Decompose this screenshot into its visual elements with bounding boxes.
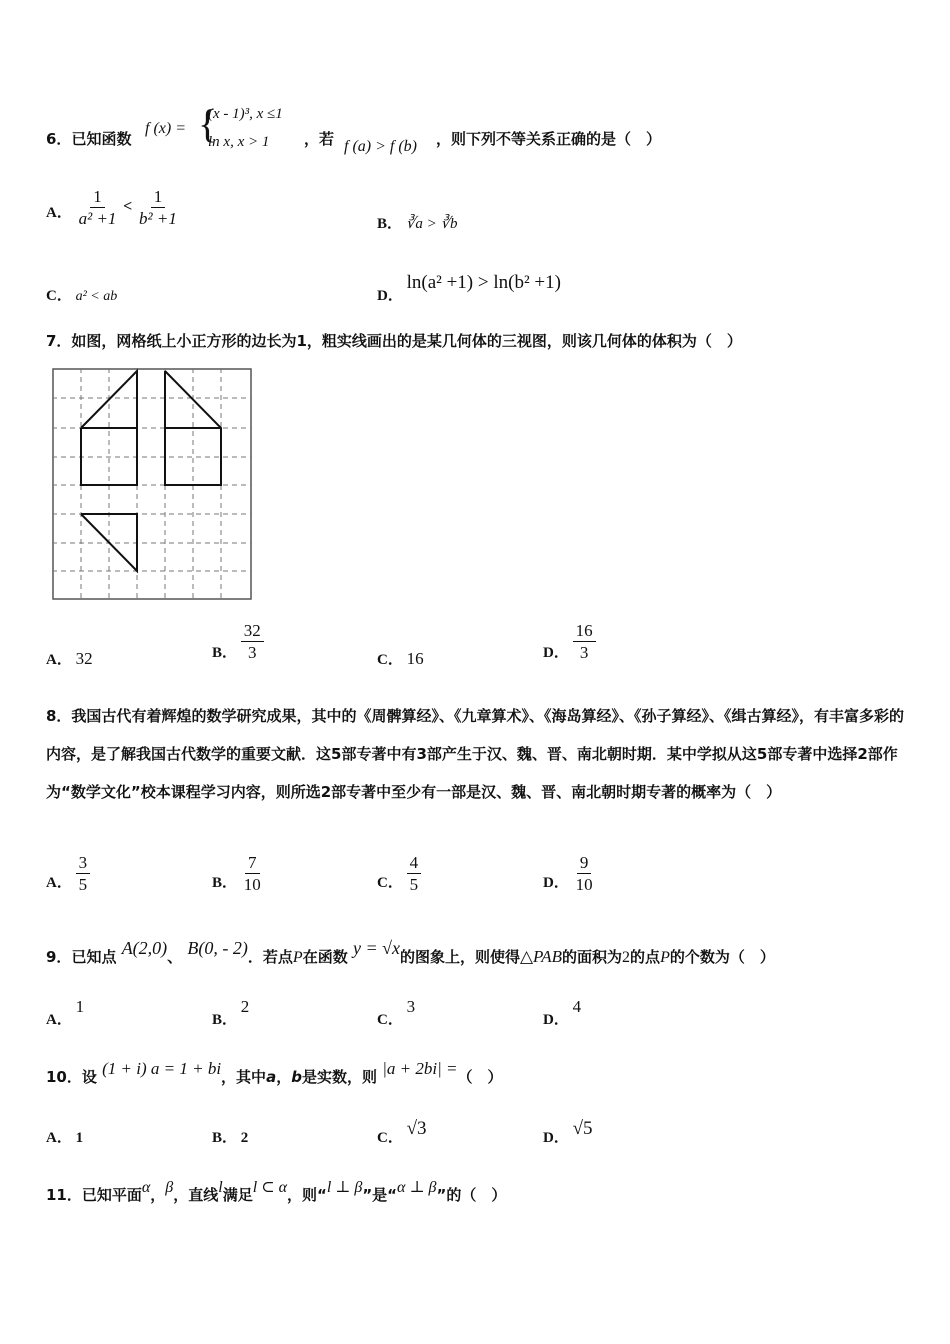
q10-option-b[interactable] [212,1126,248,1147]
q9-option-c[interactable] [377,997,416,1029]
q10-mid: ，其中 [221,1068,267,1086]
q10-option-d-label: D． [543,1130,569,1146]
q10-option-d-value: √5 [572,1118,593,1139]
q11-tail: ”的（ ） [436,1186,507,1204]
q6-a-den1: a² +1 [78,209,117,229]
q9-option-d-value: 4 [572,997,582,1016]
q8-a-den: 5 [78,875,88,895]
q6-lead: 已知函数 [71,130,132,148]
q9-option-b-label: B． [212,1012,238,1028]
q10-option-c[interactable] [377,1118,427,1148]
q11-number: 11．已知平面 [46,1186,142,1204]
q9-mid1: ．若点 [247,948,293,966]
q6-stem [46,128,131,149]
q6-tail: ，则下列不等关系正确的是（ ） [436,130,662,148]
q9-option-a-label: A． [46,1012,72,1028]
q8-d-den: 10 [575,875,593,895]
three-view-svg [52,368,252,600]
q10-tail: （ ） [457,1068,503,1086]
q9-p: P [292,949,303,966]
q10-number: 10．设 [46,1068,97,1086]
q7-option-c-label: C． [377,652,403,668]
q8-option-c[interactable] [377,852,421,896]
q10-a: a [266,1068,277,1086]
q10-comma: ， [276,1068,292,1086]
q7-option-d-label: D． [543,645,569,662]
q10-option-b-value: 2 [240,1130,249,1146]
q6-number: 6． [46,130,72,148]
q6-condition: f (a) > f (b) [344,138,417,155]
q9-option-a[interactable] [46,997,85,1029]
q9-point-a: A(2,0) [121,938,168,958]
q6-mid: ，若 [304,130,335,148]
q10-option-a-value: 1 [75,1130,84,1146]
q6-option-a-frac1 [76,186,120,230]
q8-option-d-label: D． [543,875,569,892]
q6-function: f (x) = [145,120,186,137]
three-view-figure [52,368,252,600]
q7-option-a-label: A． [46,652,72,668]
q9-option-b-value: 2 [240,997,250,1016]
q6-option-c[interactable] [46,284,117,305]
q9-mid2: 在函数 [302,948,348,966]
q7-option-d[interactable] [543,620,596,664]
q8-option-c-label: C． [377,875,403,892]
q11-stem [46,1179,507,1205]
q11-mid4: ”是“ [362,1186,398,1204]
q8-option-c-frac [407,852,422,896]
q6-option-a[interactable] [46,186,180,230]
q8-option-b-label: B． [212,875,238,892]
q9-option-d-label: D． [543,1012,569,1028]
q11-mid3: ，则“ [287,1186,327,1204]
q6-option-c-label: C． [46,288,72,304]
q10-abs: |a + 2bi| = [382,1059,458,1078]
q6-option-a-label: A． [46,205,72,222]
q7-option-c[interactable] [377,648,424,669]
q6-a-num1: 1 [90,186,105,208]
q7-d-den: 3 [579,643,589,663]
q10-stem [46,1059,503,1087]
q6-a-den2: b² +1 [139,209,177,229]
q11-c1: ， [150,1186,166,1204]
q10-b: b [291,1068,302,1086]
q6-option-b[interactable] [377,212,458,233]
q7-b-den: 3 [248,643,257,663]
q9-point-b: B(0, - 2) [187,938,248,958]
q8-option-a-frac [76,852,91,896]
q9-sep: 、 [167,948,183,966]
q10-equation: (1 + i) a = 1 + bi [102,1059,222,1078]
q9-option-c-value: 3 [406,997,416,1016]
q7-option-d-frac [573,620,596,664]
q11-l: l [218,1179,223,1196]
q8-option-b[interactable] [212,852,264,896]
q8-option-d-frac [573,852,596,896]
q9-func: y = √x [352,938,400,958]
q6-option-d-value: ln(a² +1) > ln(b² +1) [406,272,561,293]
q9-number: 9． [46,948,72,966]
q9-option-a-value: 1 [75,997,85,1016]
q7-option-b-label: B． [212,645,238,662]
q8-option-b-frac [241,852,264,896]
q9-option-c-label: C． [377,1012,403,1028]
q6-option-b-label: B． [377,216,403,232]
q7-stem: 7．如图，网格纸上小正方形的边长为1，粗实线画出的是某几何体的三视图，则该几何体的体积为（ ） [46,332,742,350]
q8-c-num: 4 [407,852,422,874]
q7-option-c-value: 16 [406,649,424,668]
q11-mid1: ，直线 [173,1186,219,1204]
q8-option-a-label: A． [46,875,72,892]
q8-a-num: 3 [76,852,91,874]
q10-option-b-label: B． [212,1130,238,1146]
q10-option-d[interactable] [543,1118,593,1148]
q8-d-num: 9 [577,852,592,874]
q9-option-d[interactable] [543,997,582,1029]
q7-option-b[interactable] [212,620,264,664]
q6-option-a-frac2 [136,186,180,230]
q8-option-a[interactable] [46,852,90,896]
q10-option-c-label: C． [377,1130,403,1146]
q8-b-den: 10 [243,875,261,895]
q9-option-b[interactable] [212,997,250,1029]
q8-c-den: 5 [409,875,419,895]
q7-b-num: 32 [241,620,264,642]
q6-option-d[interactable] [377,272,561,304]
q10-option-c-value: √3 [406,1118,427,1139]
q9-p2: P [660,949,670,966]
q7-option-a[interactable] [46,648,93,669]
q8-b-num: 7 [245,852,260,874]
q7-option-a-value: 32 [75,649,93,668]
q7-option-b-frac [241,620,264,664]
q6-case2: ln x, x > 1 [208,134,270,150]
q9-tail: 的个数为（ ） [669,948,775,966]
q7-d-num: 16 [573,620,596,642]
q9-two: 2 [622,949,631,966]
q9-stem [46,938,775,967]
q6-option-b-value: ∛a > ∛b [405,216,458,232]
q9-mid4: 的面积为 [562,948,623,966]
q11-perp2: α ⊥ β [397,1179,437,1196]
q6-a-op: < [123,198,133,216]
q6-a-num2: 1 [151,186,166,208]
q11-beta: β [165,1179,174,1196]
q11-perp1: l ⊥ β [326,1179,363,1196]
q11-alpha: α [141,1179,151,1196]
q10-option-a-label: A． [46,1130,72,1146]
q8-stem: 8．我国古代有着辉煌的数学研究成果，其中的《周髀算经》、《九章算术》、《海岛算经》、《孙子算经》、《缉古算经》，有丰富多彩的内容，是了解我国古代数学的重要文献．这5部专著中有3部产生于汉、魏、晋、南北朝时期．某中学拟从这5部专著中选择2部作为“数学文化”校本课程学习内容，则所选2部专著中至少有一部是汉、魏、晋、南北朝时期专著的概率为（ ） [46,707,904,801]
q10-option-a[interactable] [46,1126,83,1147]
q9-mid3: 的图象上，则使得 [399,948,520,966]
q9-lead: 已知点 [71,948,117,966]
q9-mid5: 的点 [630,948,661,966]
q8-option-d[interactable] [543,852,596,896]
q6-case1: (x - 1)³, x ≤1 [208,106,283,122]
q11-mid2: 满足 [222,1186,253,1204]
q10-mid2: 是实数，则 [301,1068,377,1086]
q11-subset: l ⊂ α [252,1179,287,1196]
q9-triangle: △PAB [519,947,563,966]
q6-option-d-label: D． [377,288,403,304]
q6-option-c-value: a² < ab [75,289,118,304]
q6-brace: { [198,101,218,146]
